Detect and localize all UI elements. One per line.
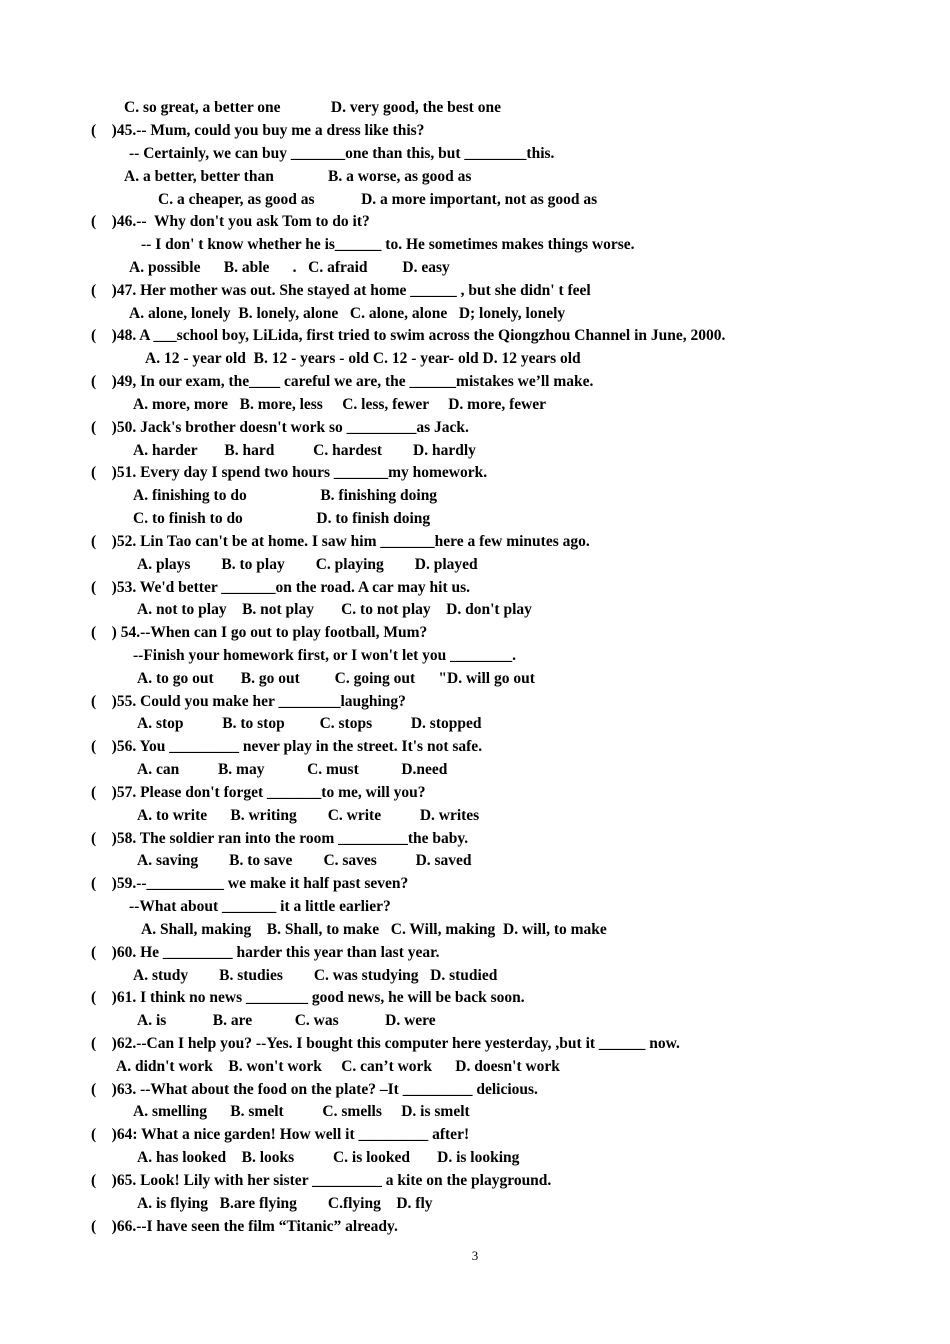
option-line: A. can B. may C. must D.need xyxy=(137,761,448,778)
option-line: A. a better, better than B. a worse, as good as xyxy=(124,168,472,185)
option-line: A. didn't work B. won't work C. can’t work D. doesn't work xyxy=(116,1058,560,1075)
option-line: A. has looked B. looks C. is looked D. is looking xyxy=(137,1149,520,1166)
question-line: ( )53. We'd better _______on the road. A car may hit us. xyxy=(91,579,471,596)
question-line: ( )55. Could you make her ________laughing? xyxy=(91,693,406,710)
question-line: ( )50. Jack's brother doesn't work so _________as Jack. xyxy=(91,419,469,436)
option-line: A. to write B. writing C. write D. writes xyxy=(137,807,480,824)
question-line: ( )45.-- Mum, could you buy me a dress like this? xyxy=(91,122,425,139)
option-line: A. plays B. to play C. playing D. played xyxy=(137,556,478,573)
option-line: A. stop B. to stop C. stops D. stopped xyxy=(137,715,482,732)
option-line: A. alone, lonely B. lonely, alone C. alone, alone D; lonely, lonely xyxy=(129,305,566,322)
dialogue-line: --What about _______ it a little earlier? xyxy=(129,898,391,915)
option-line: A. Shall, making B. Shall, to make C. Will, making D. will, to make xyxy=(141,921,607,938)
question-line: ( )49, In our exam, the____ careful we are, the ______mistakes we’ll make. xyxy=(91,373,594,390)
option-line: C. so great, a better one D. very good, the best one xyxy=(124,99,501,116)
question-line: ( )61. I think no news ________ good news, he will be back soon. xyxy=(91,989,525,1006)
dialogue-line: --Finish your homework first, or I won't let you ________. xyxy=(133,647,517,664)
question-line: ( )60. He _________ harder this year than last year. xyxy=(91,944,440,961)
question-line: ( )47. Her mother was out. She stayed at home ______ , but she didn' t feel xyxy=(91,282,591,299)
option-line: C. a cheaper, as good as D. a more important, not as good as xyxy=(158,191,598,208)
option-line: A. to go out B. go out C. going out "D. will go out xyxy=(137,670,535,687)
question-line: ( )66.--I have seen the film “Titanic” already. xyxy=(91,1218,398,1235)
option-line: A. saving B. to save C. saves D. saved xyxy=(137,852,472,869)
question-line: ( )52. Lin Tao can't be at home. I saw him _______here a few minutes ago. xyxy=(91,533,590,550)
question-line: ( )59.--__________ we make it half past seven? xyxy=(91,875,409,892)
option-line: A. possible B. able . C. afraid D. easy xyxy=(129,259,450,276)
option-line: A. study B. studies C. was studying D. studied xyxy=(133,967,498,984)
question-line: ( )56. You _________ never play in the street. It's not safe. xyxy=(91,738,483,755)
option-line: C. to finish to do D. to finish doing xyxy=(133,510,431,527)
option-line: A. is flying B.are flying C.flying D. fly xyxy=(137,1195,433,1212)
option-line: A. smelling B. smelt C. smells D. is smelt xyxy=(133,1103,470,1120)
question-line: ( )64: What a nice garden! How well it _________ after! xyxy=(91,1126,470,1143)
question-line: ( ) 54.--When can I go out to play football, Mum? xyxy=(91,624,428,641)
question-line: ( )65. Look! Lily with her sister _________ a kite on the playground. xyxy=(91,1172,552,1189)
dialogue-line: -- I don' t know whether he is______ to. He sometimes makes things worse. xyxy=(141,236,635,253)
question-line: ( )57. Please don't forget _______to me, will you? xyxy=(91,784,426,801)
option-line: A. is B. are C. was D. were xyxy=(137,1012,436,1029)
dialogue-line: -- Certainly, we can buy _______one than this, but ________this. xyxy=(129,145,555,162)
option-line: A. not to play B. not play C. to not play D. don't play xyxy=(137,601,532,618)
option-line: A. finishing to do B. finishing doing xyxy=(133,487,438,504)
question-line: ( )51. Every day I spend two hours _______my homework. xyxy=(91,464,488,481)
question-line: ( )63. --What about the food on the plate? –It _________ delicious. xyxy=(91,1081,538,1098)
option-line: A. 12 - year old B. 12 - years - old C. 12 - year- old D. 12 years old xyxy=(145,350,581,367)
question-line: ( )62.--Can I help you? --Yes. I bought this computer here yesterday, ,but it ______ now. xyxy=(91,1035,680,1052)
question-line: ( )58. The soldier ran into the room _________the baby. xyxy=(91,830,469,847)
option-line: A. harder B. hard C. hardest D. hardly xyxy=(133,442,476,459)
option-line: A. more, more B. more, less C. less, fewer D. more, fewer xyxy=(133,396,547,413)
question-line: ( )48. A ___school boy, LiLida, first tried to swim across the Qiongzhou Channel in June, 2000. xyxy=(91,327,726,344)
page-number: 3 xyxy=(471,1248,479,1263)
question-line: ( )46.-- Why don't you ask Tom to do it? xyxy=(91,213,370,230)
